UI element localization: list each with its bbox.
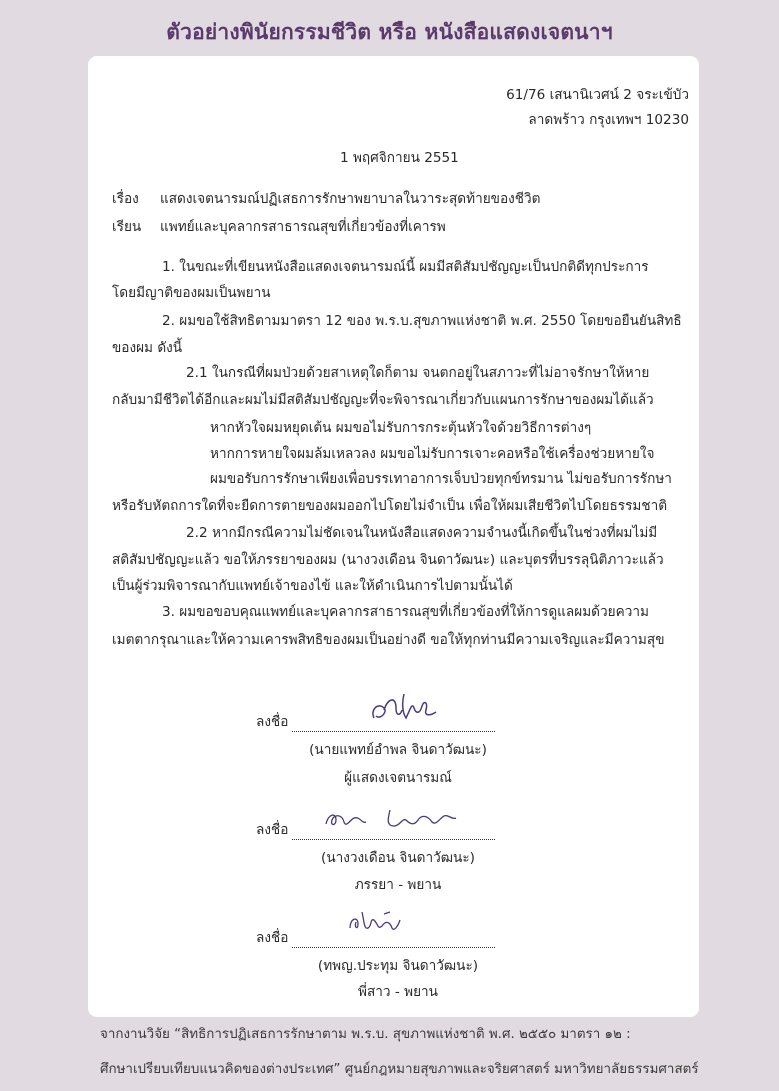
letter-date: 1 พฤศจิกายน 2551 (340, 150, 459, 166)
recipient-label: เรียน (112, 219, 142, 235)
paragraph-line: กลับมามีชีวิตได้อีกและผมไม่มีสติสัมปชัญญะที่จะพิจารณาเกี่ยวกับแผนการรักษาของผมได้แล้ว (112, 392, 654, 408)
signer-name-2: (นางวงเดือน จินดาวัฒนะ) (321, 850, 475, 866)
paragraph-line: 2.1 ในกรณีที่ผมป่วยด้วยสาเหตุใดก็ตาม จนตกอยู่ในสภาวะที่ไม่อาจรักษาให้หาย (186, 365, 650, 381)
paragraph-line: หรือรับหัตถการใดที่จะยืดการตายของผมออกไปโดยไม่จำเป็น เพื่อให้ผมเสียชีวิตไปโดยธรรมชาติ (112, 498, 668, 514)
paragraph-line: 2.2 หากมีกรณีความไม่ชัดเจนในหนังสือแสดงความจำนงนี้เกิดขึ้นในช่วงที่ผมไม่มี (186, 525, 658, 541)
recipient-line (112, 218, 446, 236)
paragraph-line: 2. ผมขอใช้สิทธิตามมาตรา 12 ของ พ.ร.บ.สุขภาพแห่งชาติ พ.ศ. 2550 โดยขอยืนยันสิทธิ (162, 313, 682, 329)
signer-name-1: (นายแพทย์อำพล จินดาวัฒนะ) (309, 742, 487, 758)
sign-label: ลงชื่อ (256, 930, 289, 946)
paragraph-line: หากการหายใจผมล้มเหลวลง ผมขอไม่รับการเจาะคอหรือใช้เครื่องช่วยหายใจ (210, 446, 655, 462)
signer-role-3: พี่สาว - พยาน (358, 984, 438, 1000)
subject-label: เรื่อง (112, 191, 139, 207)
signature-ampon (366, 688, 446, 726)
signature-pratum (344, 906, 424, 936)
subject-text: แสดงเจตนารมณ์ปฏิเสธการรักษาพยาบาลในวาระสุดท้ายของชีวิต (160, 191, 541, 207)
sign-label: ลงชื่อ (256, 822, 289, 838)
address-line-1: 61/76 เสนานิเวศน์ 2 จระเข้บัว (506, 87, 689, 103)
source-note-line-2: ศึกษาเปรียบเทียบแนวคิดของต่างประเทศ” ศูนย์กฎหมายสุขภาพและจริยศาสตร์ มหาวิทยาลัยธรรมศาสตร์ (100, 1062, 699, 1077)
sign-label: ลงชื่อ (256, 714, 289, 730)
subject-line (112, 190, 540, 208)
recipient-text: แพทย์และบุคลากรสาธารณสุขที่เกี่ยวข้องที่เคารพ (160, 219, 446, 235)
paragraph-line: โดยมีญาติของผมเป็นพยาน (112, 285, 271, 301)
paragraph-line: หากหัวใจผมหยุดเต้น ผมขอไม่รับการกระตุ้นหัวใจด้วยวิธีการต่างๆ (210, 420, 592, 436)
paragraph-line: เป็นผู้ร่วมพิจารณากับแพทย์เจ้าของไข้ และให้ดำเนินการไปตามนั้นได้ (112, 578, 513, 594)
source-note-line-1: จากงานวิจัย “สิทธิการปฏิเสธการรักษาตาม พ.ร.บ. สุขภาพแห่งชาติ พ.ศ. ๒๕๕๐ มาตรา ๑๒ : (100, 1027, 631, 1042)
page-title: ตัวอย่างพินัยกรรมชีวิต หรือ หนังสือแสดงเจตนาฯ (166, 20, 613, 44)
paragraph-line: เมตตากรุณาและให้ความเคารพสิทธิของผมเป็นอย่างดี ขอให้ทุกท่านมีความเจริญและมีความสุข (112, 632, 665, 648)
paragraph-line: ของผม ดังนี้ (112, 340, 183, 356)
signer-role-1: ผู้แสดงเจตนารมณ์ (344, 770, 452, 786)
paragraph-line: 3. ผมขอขอบคุณแพทย์และบุคลากรสาธารณสุขที่เกี่ยวข้องที่ให้การดูแลผมด้วยความ (162, 604, 649, 620)
signer-name-3: (ทพญ.ประทุม จินดาวัฒนะ) (317, 958, 479, 974)
paragraph-line: 1. ในขณะที่เขียนหนังสือแสดงเจตนารมณ์นี้ ผมมีสติสัมปชัญญะเป็นปกติดีทุกประการ (162, 259, 649, 275)
document-page (88, 56, 699, 1017)
paragraph-line: ผมขอรับการรักษาเพียงเพื่อบรรเทาอาการเจ็บป่วยทุกข์ทรมาน ไม่ขอรับการรักษา (210, 471, 672, 487)
paragraph-line: สติสัมปชัญญะแล้ว ขอให้ภรรยาของผม (นางวงเดือน จินดาวัฒนะ) และบุตรที่บรรลุนิติภาวะแล้ว (112, 552, 664, 568)
signer-role-2: ภรรยา - พยาน (354, 877, 442, 893)
address-line-2: ลาดพร้าว กรุงเทพฯ 10230 (528, 112, 689, 128)
signature-wongduan (320, 804, 500, 834)
